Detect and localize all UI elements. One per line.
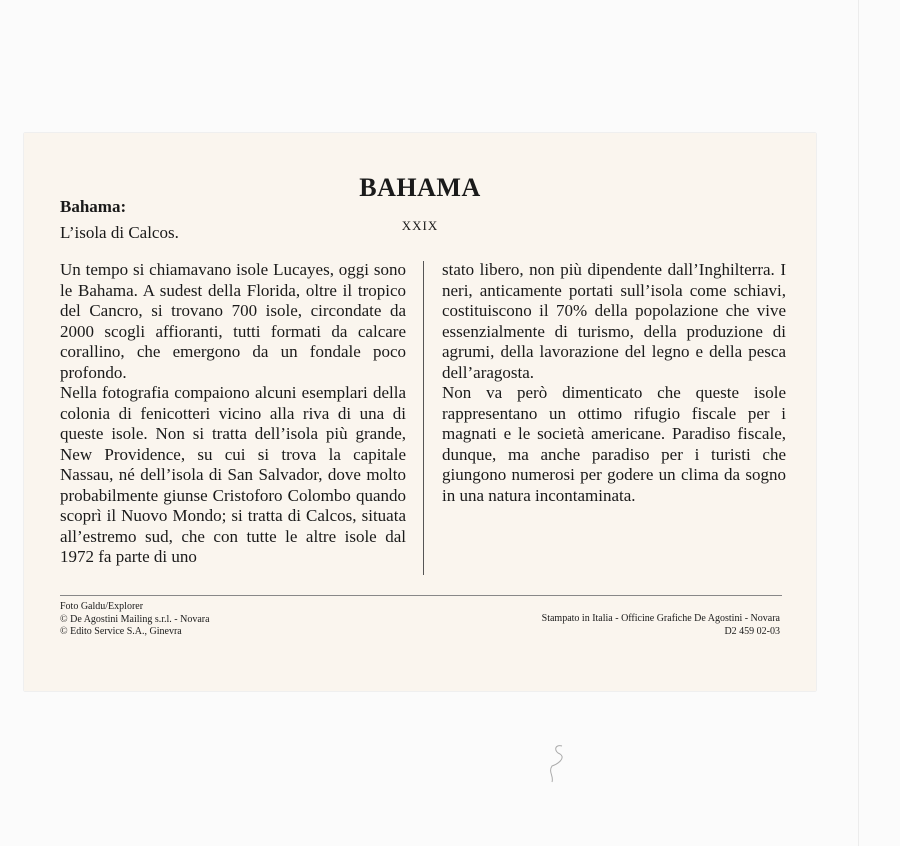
postcard-back — [24, 133, 816, 691]
footer-rule — [60, 595, 782, 596]
paragraph: Nella fotografia compaiono alcuni esemplari della colonia di fenicotteri vicino alla riva di una di queste isole. Non si tratta dell’isola più grande, New Providence, su cui si trova la capitale Nassau, né dell’isola di San Salvador, dove molto probabilmente giunse Cristoforo Colombo quando scoprì il Nuovo Mondo; si tratta di Calcos, situata all’estremo sud, che con tutte le altre isole dal 1972 fa parte di uno — [60, 383, 406, 566]
pencil-mark — [540, 742, 570, 786]
paragraph: Un tempo si chiamavano isole Lucayes, oggi sono le Bahama. A sudest della Florida, oltre il tropico del Cancro, si trovano 700 isole, circondate da 2000 scogli affioranti, tutti formati da calcare corallino, che emergono da un fondale poco profondo. — [60, 260, 406, 382]
printer-line: Stampato in Italia - Officine Grafiche De Agostini - Novara — [541, 613, 780, 624]
photo-credits — [60, 601, 210, 639]
right-text-column — [442, 260, 786, 506]
card-title: BAHAMA — [359, 173, 481, 202]
column-divider — [423, 261, 424, 575]
left-text-column — [60, 260, 406, 568]
subject-subtitle: L’isola di Calcos. — [60, 223, 179, 242]
printer-info — [542, 613, 780, 638]
paragraph: Non va però dimenticato che queste isole rappresentano un ottimo rifugio fiscale per i magnati e le società americane. Paradiso fiscale, dunque, ma anche paradiso per i turisti che giungono numerosi per godere un clima da sogno in una natura incontaminata. — [442, 383, 786, 505]
subject-heading: Bahama: — [60, 197, 127, 216]
credit-line: © De Agostini Mailing s.r.l. - Novara — [60, 613, 210, 625]
credit-line: © Edito Service S.A., Ginevra — [60, 626, 182, 637]
scan-border — [858, 0, 859, 846]
credit-line: Foto Galdu/Explorer — [60, 601, 144, 612]
printer-code: D2 459 02-03 — [724, 625, 780, 637]
paragraph: stato libero, non più dipendente dall’Inghilterra. I neri, anticamente portati sull’isola come schiavi, costituiscono il 70% della popolazione che vive essenzialmente di turismo, della produzione di agrumi, della lavorazione del legno e della pesca dell’aragosta. — [442, 260, 786, 382]
card-number: XXIX — [401, 218, 439, 233]
